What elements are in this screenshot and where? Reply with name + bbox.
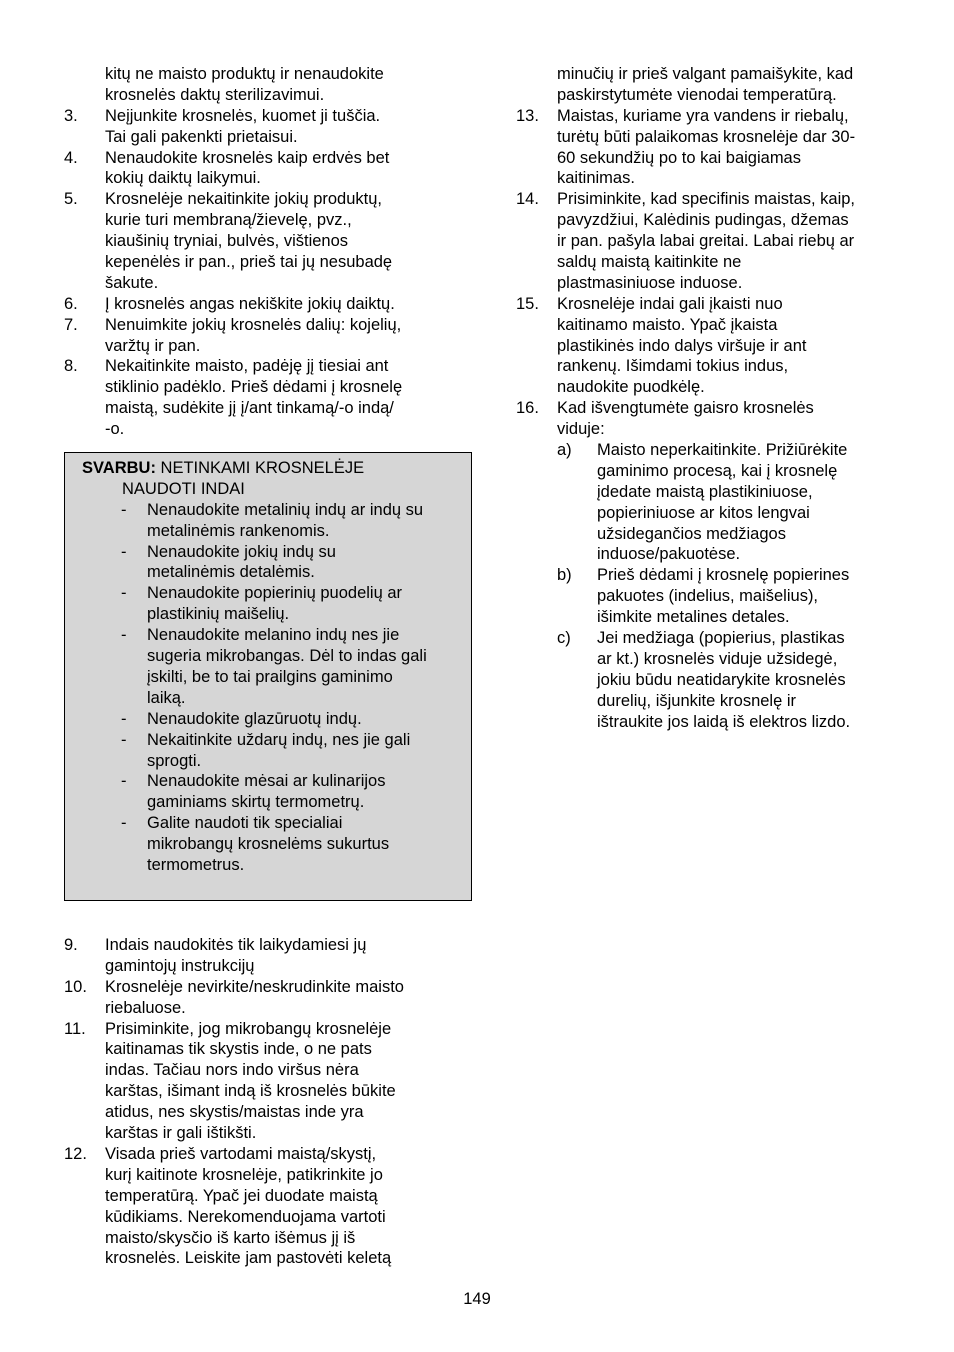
list-text: išimkite metalines detales.	[597, 608, 790, 627]
list-text: ir pan. pašyla labai greitai. Labai riebų ar	[557, 232, 855, 251]
list-text: šakute.	[105, 273, 159, 292]
list-item	[64, 1019, 476, 1040]
left-column	[64, 64, 476, 1269]
warning-bullet	[65, 813, 471, 834]
list-item	[64, 1207, 476, 1228]
list-text: rankenų. Išimdami tokius indus,	[557, 357, 789, 376]
sub-item	[516, 503, 896, 524]
list-text: Prieš dėdami į krosnelę popierines	[597, 566, 850, 585]
list-text: krosnelės. Leiskite jam pastovėti keletą	[105, 1249, 392, 1268]
list-text: Nenaudokite jokių indų su	[147, 542, 336, 561]
list-text: -o.	[105, 420, 125, 439]
list-text: užsidegančios medžiagos	[597, 524, 786, 543]
sub-item	[516, 691, 896, 712]
list-item	[64, 1228, 476, 1249]
warning-bullet	[65, 562, 471, 583]
list-text: krosnelės daktų sterilizavimui.	[105, 85, 325, 104]
warning-bullet	[65, 730, 471, 751]
list-number: 7.	[64, 315, 78, 334]
list-item	[64, 998, 476, 1019]
list-item	[64, 1123, 476, 1144]
list-text: Maistas, kuriame yra vandens ir riebalų,	[557, 106, 849, 125]
warning-bullet	[65, 542, 471, 563]
list-item	[516, 273, 896, 294]
sub-item	[516, 440, 896, 461]
list-item	[64, 1102, 476, 1123]
warning-bullet	[65, 771, 471, 792]
sub-item	[516, 586, 896, 607]
list-text: kūdikiams. Nerekomenduojama vartoti	[105, 1207, 386, 1226]
list-item	[64, 1165, 476, 1186]
bullet-dash: -	[121, 584, 127, 603]
list-item	[64, 273, 476, 294]
sub-item	[516, 607, 896, 628]
sub-item	[516, 565, 896, 586]
list-item	[516, 356, 896, 377]
list-text: Galite naudoti tik specialiai	[147, 814, 343, 833]
list-text: Tai gali pakenkti prietaisui.	[105, 127, 298, 146]
warning-bullet	[65, 604, 471, 625]
sub-item	[516, 461, 896, 482]
list-item	[64, 1186, 476, 1207]
list-text: metalinėmis rankenomis.	[147, 521, 330, 540]
list-text: Kad išvengtumėte gaisro krosnelės	[557, 399, 814, 418]
list-number: 15.	[516, 294, 539, 313]
bullet-dash: -	[121, 709, 127, 728]
warning-bullet	[65, 792, 471, 813]
list-item	[64, 189, 476, 210]
list-text: Į krosnelės angas nekiškite jokių daiktų.	[105, 294, 395, 313]
continued-text	[64, 64, 476, 85]
list-text: įdedate maistą plastikiniuose,	[597, 482, 813, 501]
list-text: paskirstytumėte vienodai temperatūrą.	[557, 85, 837, 104]
list-number: 6.	[64, 294, 78, 313]
list-number: 13.	[516, 106, 539, 125]
list-item	[516, 189, 896, 210]
warning-heading: SVARBU: NETINKAMI KROSNELĖJE	[82, 459, 365, 478]
list-item	[516, 294, 896, 315]
list-text: kurį kaitinote krosnelėje, patikrinkite jo	[105, 1165, 383, 1184]
list-text: plastikinių maišelių.	[147, 605, 290, 624]
list-text: Krosnelėje nevirkite/neskrudinkite maisto	[105, 977, 404, 996]
list-item	[64, 336, 476, 357]
list-item	[64, 1081, 476, 1102]
list-text: pakuotes (indelius, maišelius),	[597, 587, 819, 606]
list-text: minučių ir prieš valgant pamaišykite, kad	[557, 65, 854, 83]
list-text: Nenaudokite mėsai ar kulinarijos	[147, 772, 386, 791]
list-item	[64, 127, 476, 148]
bullet-dash: -	[121, 626, 127, 645]
list-item	[64, 1039, 476, 1060]
list-text: gaminiams skirtų termometrų.	[147, 793, 365, 812]
list-text: termometrus.	[147, 855, 245, 874]
list-text: viduje:	[557, 420, 605, 439]
sub-item-letter: a)	[557, 441, 572, 460]
warning-bullet	[65, 500, 471, 521]
list-text: mikrobangų krosnelėms sukurtus	[147, 835, 390, 854]
sub-item	[516, 712, 896, 733]
warning-bullet	[65, 834, 471, 855]
list-text: Prisiminkite, jog mikrobangų krosnelėje	[105, 1019, 392, 1038]
warning-label: SVARBU:	[82, 459, 156, 478]
bullet-dash: -	[121, 772, 127, 791]
list-item	[516, 336, 896, 357]
list-text: riebaluose.	[105, 998, 186, 1017]
list-text: naudokite puodkėlę.	[557, 378, 705, 397]
list-item	[64, 210, 476, 231]
list-item	[516, 168, 896, 189]
list-text: Prisiminkite, kad specifinis maistas, kaip,	[557, 190, 856, 209]
list-text: kurie turi membraną/žievelę, pvz.,	[105, 211, 352, 230]
list-text: Nekaitinkite uždarų indų, nes jie gali	[147, 730, 411, 749]
list-text: laiką.	[147, 688, 186, 707]
warning-box	[64, 452, 472, 901]
warning-bullet	[65, 855, 471, 876]
list-text: sugeria mikrobangas. Dėl to indas gali	[147, 647, 427, 666]
list-item	[516, 106, 896, 127]
list-item	[64, 168, 476, 189]
list-text: Neįjunkite krosnelės, kuomet ji tuščia.	[105, 106, 381, 125]
continued-text	[64, 85, 476, 106]
list-text: sprogti.	[147, 751, 202, 770]
list-text: Nenaudokite krosnelės kaip erdvės bet	[105, 148, 390, 167]
list-text: pavyzdžiui, Kalėdinis pudingas, džemas	[557, 211, 849, 230]
list-text: kepenėlės ir pan., prieš tai jų nesubadę	[105, 253, 393, 272]
list-item	[64, 377, 476, 398]
list-text: plastikinės indo dalys viršuje ir ant	[557, 336, 807, 355]
warning-bullet	[65, 667, 471, 688]
warning-bullet	[65, 709, 471, 730]
sub-item-letter: b)	[557, 566, 572, 585]
list-text: kitų ne maisto produktų ir nenaudokite	[105, 65, 384, 83]
list-text: temperatūrą. Ypač jei duodate maistą	[105, 1186, 378, 1205]
list-text: ištraukite jos laidą iš elektros lizdo.	[597, 712, 851, 731]
bullet-dash: -	[121, 500, 127, 519]
list-text: saldų maistą kaitinkite ne	[557, 253, 742, 272]
list-item	[64, 419, 476, 440]
list-number: 12.	[64, 1144, 87, 1163]
list-text: induose/pakuotėse.	[597, 545, 741, 564]
bullet-dash: -	[121, 542, 127, 561]
list-item	[64, 956, 476, 977]
list-number: 4.	[64, 148, 78, 167]
list-item	[64, 398, 476, 419]
list-text: Nenaudokite metalinių indų ar indų su	[147, 500, 424, 519]
list-text: Nenuimkite jokių krosnelės dalių: kojelių,	[105, 315, 402, 334]
warning-title	[65, 458, 471, 479]
list-text: stiklinio padėklo. Prieš dėdami į krosnelę	[105, 378, 403, 397]
list-text: Maisto neperkaitinkite. Prižiūrėkite	[597, 441, 848, 460]
list-text: Nenaudokite popierinių puodelių ar	[147, 584, 403, 603]
sub-item	[516, 628, 896, 649]
list-text: Nenaudokite glazūruotų indų.	[147, 709, 362, 728]
list-number: 8.	[64, 357, 78, 376]
list-item	[516, 252, 896, 273]
list-item	[64, 252, 476, 273]
list-text: Nekaitinkite maisto, padėję jį tiesiai ant	[105, 357, 389, 376]
continued-text	[516, 64, 896, 85]
list-item	[64, 977, 476, 998]
list-item	[64, 935, 476, 956]
list-text: maistą, sudėkite jį į/ant tinkamą/-o indą/	[105, 399, 394, 418]
list-number: 3.	[64, 106, 78, 125]
list-text: ar kt.) krosnelės viduje užsidegė,	[597, 649, 838, 668]
list-number: 5.	[64, 190, 78, 209]
list-item	[516, 148, 896, 169]
list-text: Krosnelėje nekaitinkite jokių produktų,	[105, 190, 382, 209]
list-text: įskilti, be to tai prailgins gaminimo	[147, 667, 393, 686]
list-text: kiaušinių tryniai, bulvės, vištienos	[105, 232, 349, 251]
list-text: Nenaudokite melanino indų nes jie	[147, 626, 400, 645]
list-number: 16.	[516, 399, 539, 418]
list-number: 14.	[516, 190, 539, 209]
list-number: 11.	[64, 1019, 86, 1038]
list-item	[64, 356, 476, 377]
list-item	[516, 231, 896, 252]
list-item	[64, 231, 476, 252]
list-text: maisto/skysčio iš karto išėmus jį iš	[105, 1228, 356, 1247]
list-text: 60 sekundžių po to kai baigiamas	[557, 148, 801, 167]
sub-item	[516, 544, 896, 565]
spacer	[64, 901, 476, 935]
list-text: Indais naudokitės tik laikydamiesi jų	[105, 936, 367, 955]
list-item	[64, 315, 476, 336]
continued-text	[516, 85, 896, 106]
list-text: metalinėmis detalėmis.	[147, 563, 315, 582]
list-number: 10.	[64, 977, 87, 996]
list-item	[64, 1248, 476, 1269]
list-text: jokiu būdu neatidarykite krosnelės	[597, 670, 846, 689]
list-item	[516, 127, 896, 148]
list-text: durelių, išjunkite krosnelę ir	[597, 691, 797, 710]
list-text: gamintojų instrukcijų	[105, 956, 255, 975]
warning-bullet	[65, 583, 471, 604]
list-text: kaitinamas tik skystis inde, o ne pats	[105, 1040, 372, 1059]
list-item	[64, 1060, 476, 1081]
sub-item	[516, 670, 896, 691]
sub-item	[516, 649, 896, 670]
list-item	[516, 419, 896, 440]
warning-bullet	[65, 646, 471, 667]
list-text: gaminimo procesą, kai į krosnelę	[597, 461, 838, 480]
warning-title-line2	[65, 479, 471, 500]
list-text: Krosnelėje indai gali įkaisti nuo	[557, 294, 783, 313]
warning-heading: NAUDOTI INDAI	[122, 479, 245, 498]
warning-bullet	[65, 751, 471, 772]
list-item	[64, 106, 476, 127]
list-text: atidus, nes skystis/maistas inde yra	[105, 1103, 364, 1122]
list-text: karštas ir gali ištikšti.	[105, 1124, 257, 1143]
list-item	[64, 1144, 476, 1165]
page-number: 149	[463, 1290, 491, 1308]
list-text: kaitinimas.	[557, 169, 635, 188]
right-column	[516, 64, 896, 733]
warning-bullet	[65, 688, 471, 709]
bullet-dash: -	[121, 814, 127, 833]
sub-item	[516, 482, 896, 503]
list-text: Visada prieš vartodami maistą/skystį,	[105, 1144, 377, 1163]
list-item	[516, 315, 896, 336]
list-text: popieriniuose ar kitos lengvai	[597, 503, 810, 522]
list-item	[64, 294, 476, 315]
warning-bullet	[65, 625, 471, 646]
list-item	[516, 377, 896, 398]
list-item	[64, 148, 476, 169]
list-item	[516, 398, 896, 419]
list-text: Jei medžiaga (popierius, plastikas	[597, 629, 845, 648]
list-text: karštas, išimant indą iš krosnelės būkite	[105, 1082, 396, 1101]
list-text: kokių daiktų laikymui.	[105, 169, 261, 188]
list-text: indas. Tačiau nors indo viršus nėra	[105, 1061, 359, 1080]
list-item	[516, 210, 896, 231]
warning-bullet	[65, 521, 471, 542]
bullet-dash: -	[121, 730, 127, 749]
list-text: plastmasiniuose induose.	[557, 273, 743, 292]
list-text: kaitinamo maisto. Ypač įkaista	[557, 315, 778, 334]
list-number: 9.	[64, 936, 78, 955]
sub-item-letter: c)	[557, 629, 571, 648]
list-text: varžtų ir pan.	[105, 336, 201, 355]
list-text: turėtų būti palaikomas krosnelėje dar 30-	[557, 127, 856, 146]
sub-item	[516, 524, 896, 545]
